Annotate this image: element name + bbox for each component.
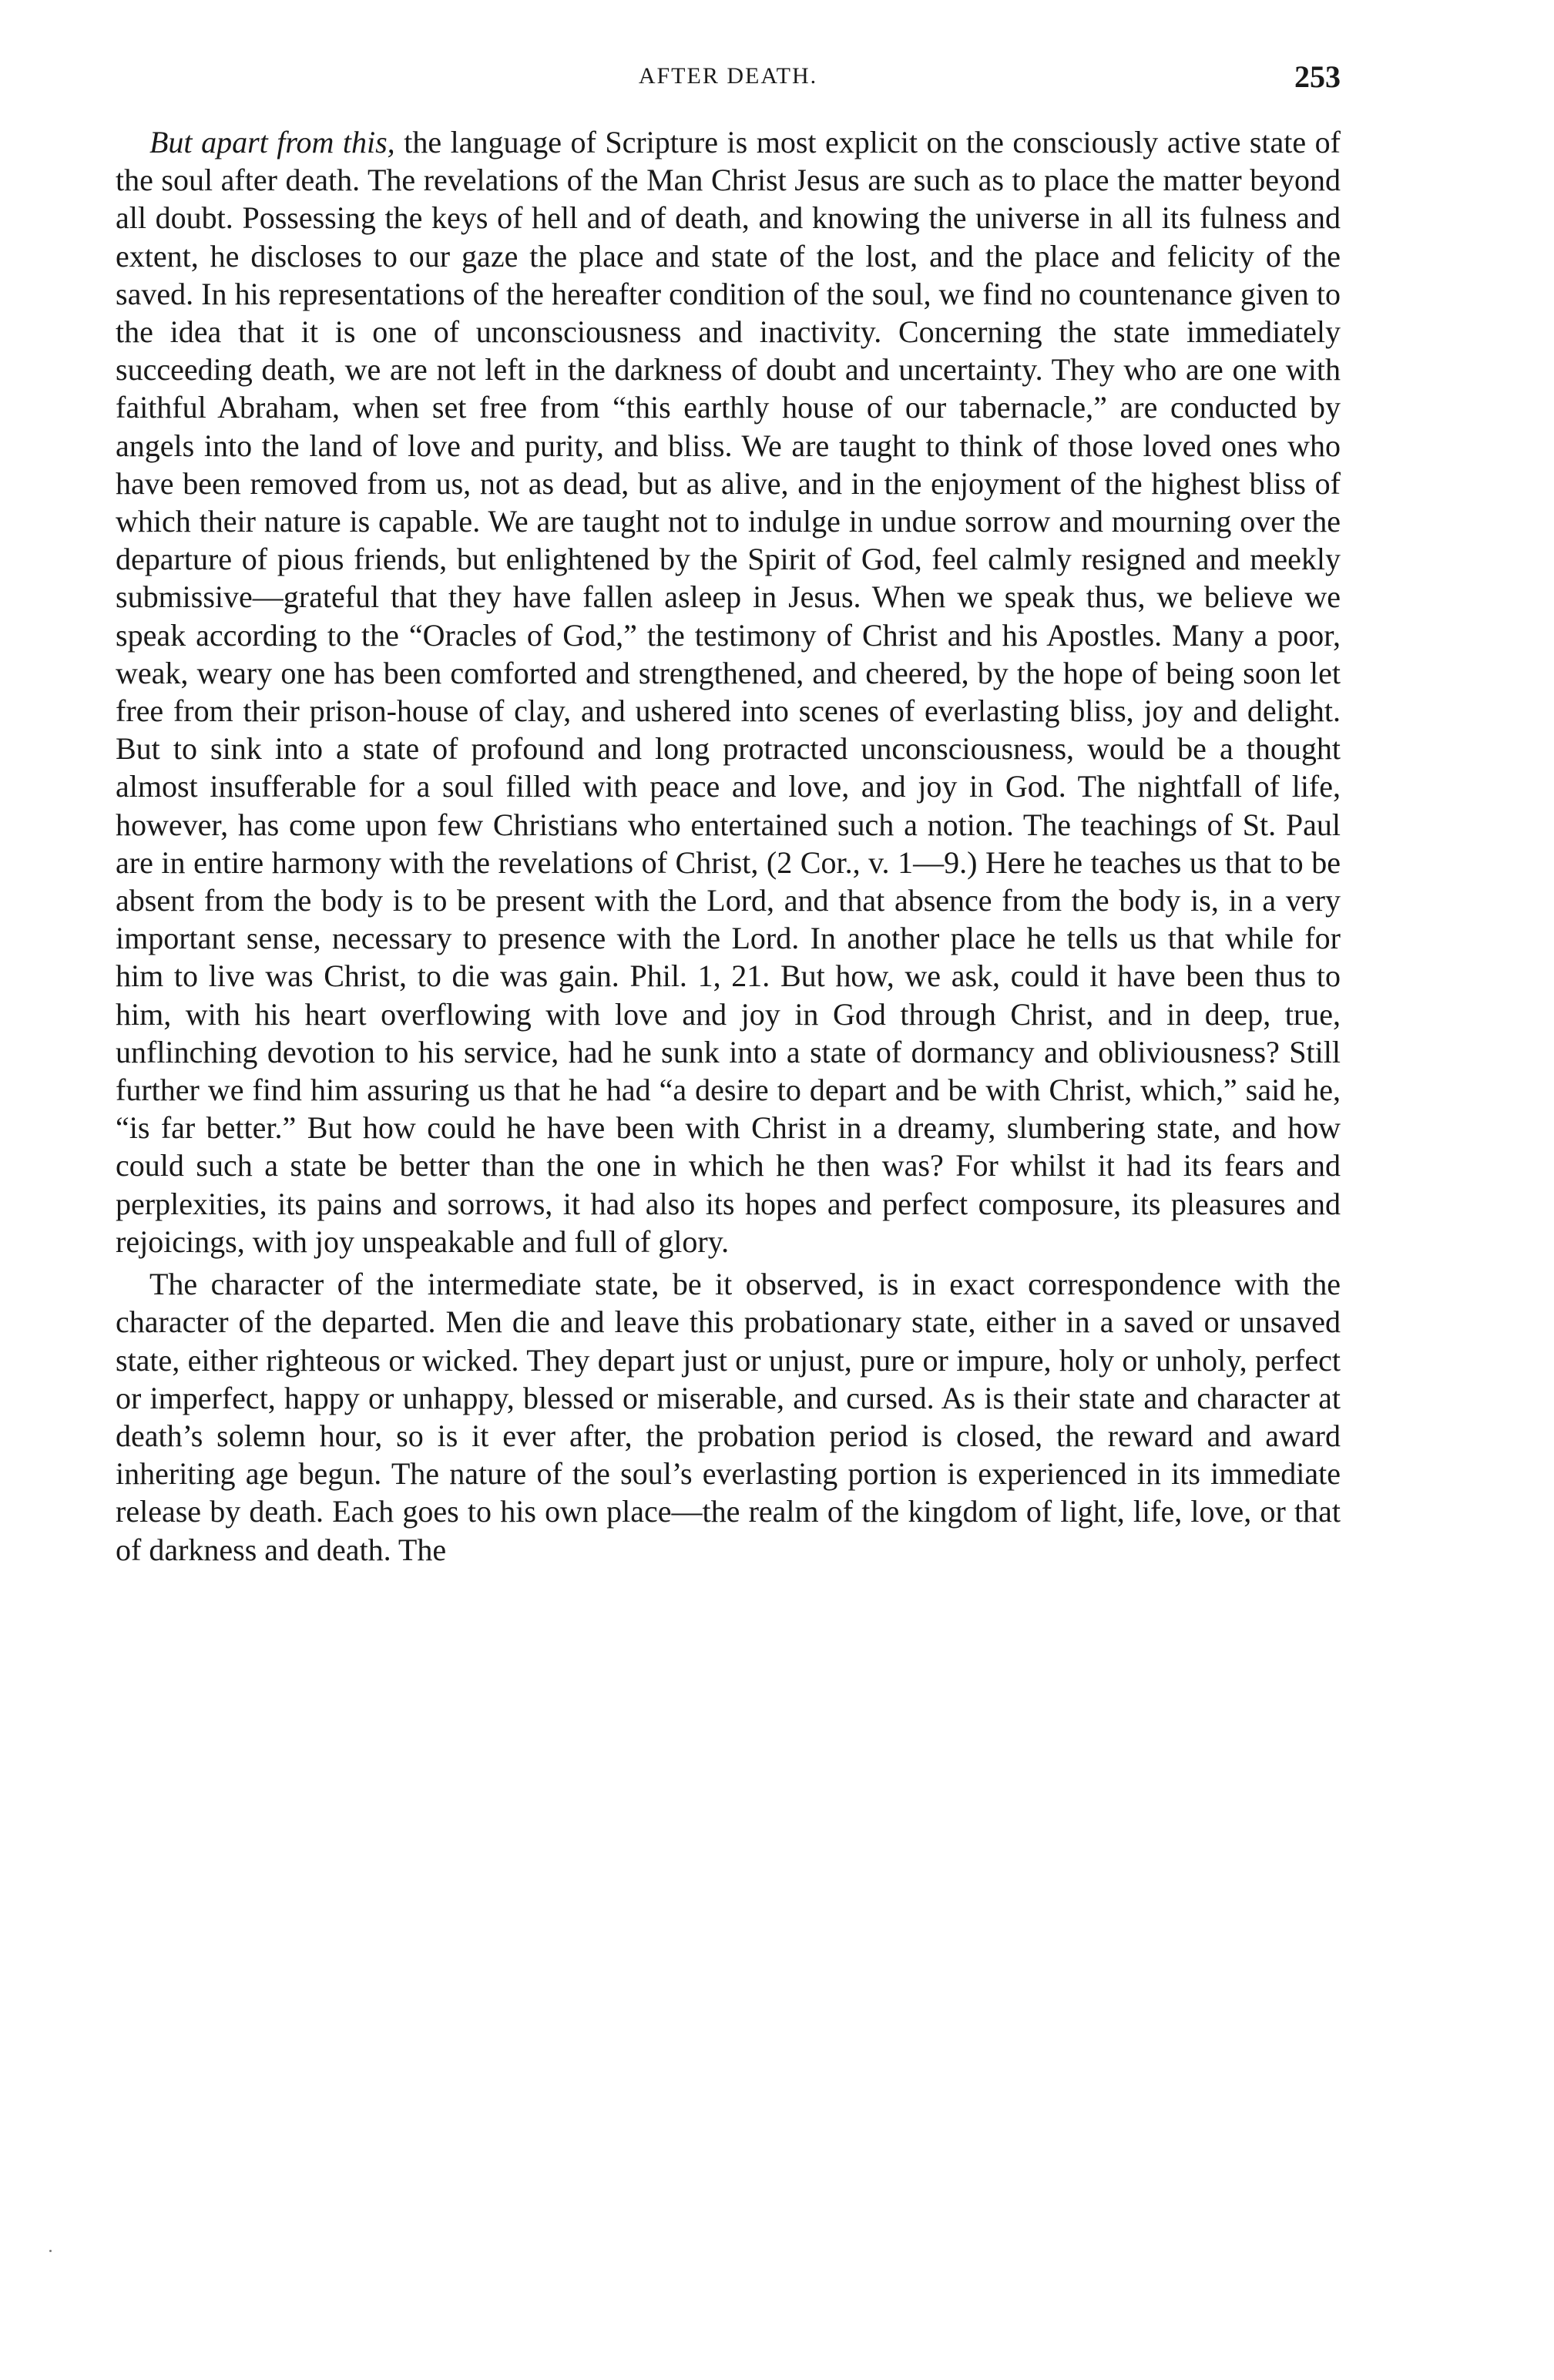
- page-number: 253: [1294, 59, 1341, 94]
- paragraph-2: [116, 1265, 1341, 1569]
- paragraph-1-text: the language of Scripture is most explicit on the consciously active state of the soul after death. The revelations of the Man Christ Jesus are such as to place the matter beyond all doubt. Possessing the keys of hell and of death, and knowing the universe in all its fulness and extent, he discloses to our gaze the place and state of the lost, and the place and felicity of the saved. In his representations of the hereafter condition of the soul, we find no countenance given to the idea that it is one of unconsciousness and inactivity. Concerning the state immediately succeeding death, we are not left in the darkness of doubt and uncertainty. They who are one with faithful Abraham, when set free from “this earthly house of our tabernacle,” are conducted by angels into the land of love and purity, and bliss. We are taught to think of those loved ones who have been removed from us, not as dead, but as alive, and in the enjoyment of the highest bliss of which their nature is capable. We are taught not to indulge in undue sorrow and mourning over the departure of pious friends, but enlightened by the Spirit of God, feel calmly resigned and meekly submissive—grateful that they have fallen asleep in Jesus. When we speak thus, we believe we speak according to the “Oracles of God,” the testimony of Christ and his Apostles. Many a poor, weak, weary one has been comforted and strengthened, and cheered, by the hope of being soon let free from their prison-house of clay, and ushered into scenes of everlasting bliss, joy and delight. But to sink into a state of profound and long protracted unconsciousness, would be a thought almost insufferable for a soul filled with peace and love, and joy in God. The nightfall of life, however, has come upon few Christians who entertained such a notion. The teachings of St. Paul are in entire harmony with the revelations of Christ, (2 Cor., v. 1—9.) Here he teaches us that to be absent from the body is to be present with the Lord, and that absence from the body is, in a very important sense, necessary to presence with the Lord. In another place he tells us that while for him to live was Christ, to die was gain. Phil. 1, 21. But how, we ask, could it have been thus to him, with his heart overflowing with love and joy in God through Christ, and in deep, true, unflinching devotion to his service, had he sunk into a state of dormancy and obliviousness? Still further we find him assuring us that he had “a desire to depart and be with Christ, which,” said he, “is far better.” But how could he have been with Christ in a dreamy, slumbering state, and how could such a state be better than the one in which he then was? For whilst it had its fears and perplexities, its pains and sorrows, it had also its hopes and perfect composure, its pleasures and rejoicings, with joy unspeakable and full of glory.: [116, 125, 1341, 1259]
- running-title: AFTER DEATH.: [638, 63, 818, 89]
- body-text: [116, 123, 1341, 1569]
- page-header: [116, 40, 1341, 102]
- paragraph-2-text: The character of the intermediate state, be it observed, is in exact correspondence with the character of the departed. Men die and leave this probationary state, either in a saved or unsaved state, either righteous or wicked. They depart just or unjust, pure or impure, holy or unholy, perfect or imperfect, happy or unhappy, blessed or miserable, and cursed. As is their state and character at death’s solemn hour, so is it ever after, the probation period is closed, the reward and award inheriting age begun. The nature of the soul’s everlasting portion is experienced in its immediate release by death. Each goes to his own place—the realm of the kingdom of light, life, love, or that of darkness and death. The: [116, 1267, 1341, 1567]
- paragraph-1: [116, 123, 1341, 1260]
- stray-ink-mark: [49, 2250, 52, 2252]
- paragraph-1-lead-italic: But apart from this,: [149, 125, 395, 159]
